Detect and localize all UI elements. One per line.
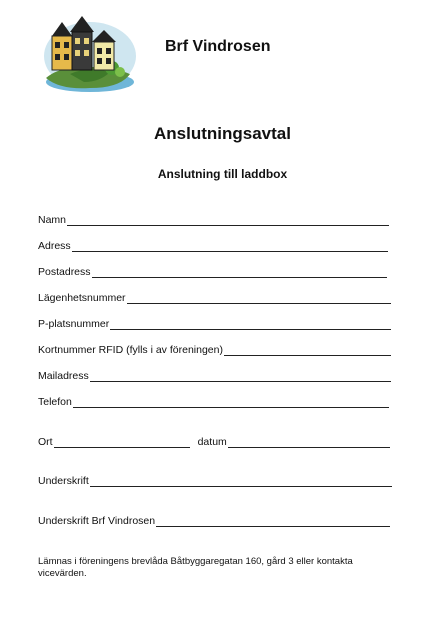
postadress-label: Postadress: [38, 266, 91, 278]
underskrift-brf-field[interactable]: [38, 513, 390, 527]
telefon-label: Telefon: [38, 396, 72, 408]
datum-label: datum: [197, 436, 227, 448]
document-title: Anslutningsavtal: [154, 124, 291, 143]
footer-note: Lämnas i föreningens brevlåda Båtbyggaregatan 160, gård 3 eller kontakta vicevärden.: [38, 556, 353, 579]
lagenhetsnummer-line[interactable]: [127, 292, 391, 304]
lagenhetsnummer-label: Lägenhetsnummer: [38, 292, 126, 304]
adress-line[interactable]: [72, 240, 388, 252]
adress-field[interactable]: [38, 238, 388, 252]
adress-label: Adress: [38, 240, 71, 252]
telefon-line[interactable]: [73, 396, 389, 408]
mailadress-label: Mailadress: [38, 370, 89, 382]
ort-label: Ort: [38, 436, 53, 448]
kortnummer-line[interactable]: [224, 344, 391, 356]
ort-line[interactable]: [54, 436, 190, 448]
postadress-field[interactable]: [38, 264, 387, 278]
namn-line[interactable]: [67, 214, 389, 226]
underskrift-field[interactable]: [38, 473, 392, 487]
datum-line[interactable]: [228, 436, 390, 448]
document-subtitle: Anslutning till laddbox: [157, 167, 288, 181]
houses-on-island-icon: [40, 12, 136, 94]
namn-label: Namn: [38, 214, 67, 226]
pplatsnummer-field[interactable]: [38, 316, 391, 330]
lagenhetsnummer-field[interactable]: [38, 290, 391, 304]
underskrift-line[interactable]: [90, 475, 392, 487]
mailadress-line[interactable]: [90, 370, 391, 382]
kortnummer-field[interactable]: [38, 342, 391, 356]
pplatsnummer-label: P-platsnummer: [38, 318, 110, 330]
kortnummer-label: Kortnummer RFID (fylls i av föreningen): [38, 344, 223, 356]
underskrift-brf-label: Underskrift Brf Vindrosen: [38, 515, 156, 527]
underskrift-label: Underskrift: [38, 475, 89, 487]
org-name: Brf Vindrosen: [165, 38, 271, 55]
telefon-field[interactable]: [38, 394, 389, 408]
mailadress-field[interactable]: [38, 368, 391, 382]
underskrift-brf-line[interactable]: [156, 515, 390, 527]
namn-field[interactable]: [38, 212, 389, 226]
postadress-line[interactable]: [92, 266, 387, 278]
pplatsnummer-line[interactable]: [110, 318, 391, 330]
ort-datum-row: [38, 434, 390, 448]
